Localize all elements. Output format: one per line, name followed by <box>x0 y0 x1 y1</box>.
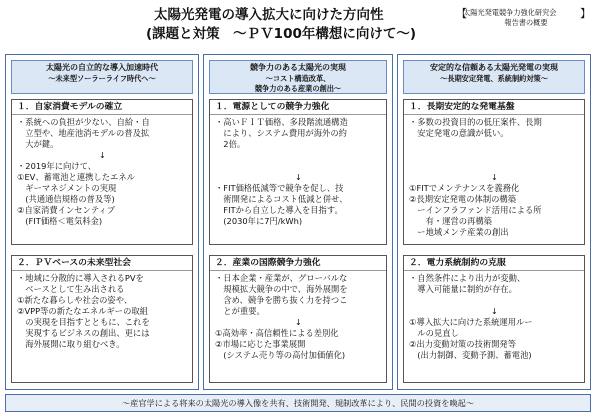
down-arrow-icon: ↓ <box>491 172 498 182</box>
column-competitive <box>203 54 393 390</box>
title-line-2: (課題と対策 ～ＰＶ100年構想に向けて～) <box>146 26 417 42</box>
panel-line: ・系統への負担が少ない、自給・自 <box>17 117 150 127</box>
panel-title: ２．ＰＶベースの未来型社会 <box>12 256 192 271</box>
bracket-right: 】 <box>580 7 591 20</box>
panel-lines <box>215 273 382 361</box>
column-heading-title: 安定的な信頼ある太陽光発電の実現 <box>430 63 558 72</box>
column-heading-sub: ～長期安定発電、系統制約対策～ <box>440 73 548 83</box>
panel-line: ①導入拡大に向けた系統運用ルー <box>409 317 533 327</box>
panel-line: ベースとして生み出される <box>17 284 125 294</box>
panel-line: (2030年に7円/kWh) <box>215 216 303 226</box>
panel-line: とが重要。 <box>215 306 265 316</box>
panel-title: １．自家消費モデルの確立 <box>12 100 192 115</box>
panel-line: ルの見直し <box>409 328 459 338</box>
panel-line: (システム売り等の高付加価値化) <box>215 350 346 360</box>
column-heading <box>11 60 193 94</box>
panel-line: ーインフラファンド活用による所 <box>409 205 542 215</box>
panel-line <box>215 161 382 172</box>
panel-line: 有・運営の再構築 <box>409 216 492 226</box>
panel-lines <box>409 117 580 238</box>
panel-line: ・FIT価格低減等で競争を促し、技 <box>215 183 344 193</box>
column-heading <box>403 60 585 94</box>
panel-line: (共通通信規格の普及等) <box>17 194 115 204</box>
panel-line <box>409 150 580 161</box>
panel-lines <box>17 273 188 350</box>
panel-line: ・多数の投資目的の低圧案件、長期 <box>409 117 542 127</box>
footer-banner: ～産官学による将来の太陽光の導入像を共有、技術開発、規制改革により、民間の投資を喚起～ <box>5 394 591 412</box>
panel-line: ①高効率・高信頼性による差別化 <box>215 328 339 338</box>
report-label <box>456 7 591 28</box>
panel-line: ギーマネジメントの実現 <box>17 183 117 193</box>
panel-line: ②VPP等の新たなエネルギーの取組 <box>17 306 148 316</box>
column-autonomous <box>5 54 199 390</box>
panel-grid-constraints <box>403 255 585 383</box>
panel-title: ２．電力系統制約の克服 <box>404 256 584 271</box>
panel-line: (FIT価格＜電気料金) <box>17 216 103 226</box>
panel-line <box>409 139 580 150</box>
panel-line: ①EV、蓄電池と連携したエネル <box>17 172 135 182</box>
panel-line: ②市場に応じた事業展開 <box>215 339 306 349</box>
panel-line: 海外展開に取り組むべき。 <box>17 339 125 349</box>
panel-line: FITから自立した導入を目指す。 <box>215 205 343 215</box>
down-arrow-icon: ↓ <box>295 172 302 182</box>
panel-line: 規模拡大競争の中で、海外展開を <box>215 284 348 294</box>
panel-title: １．電源としての競争力強化 <box>210 100 386 115</box>
panel-line: ・地域に分散的に導入されるPVを <box>17 273 144 283</box>
panel-line <box>409 295 580 306</box>
panel-line: ①新たな暮らしや社会の姿や、 <box>17 295 133 305</box>
panel-line: 立型や、地産池消モデルの普及拡 <box>17 128 150 138</box>
panel-industry-competitiveness <box>209 255 387 383</box>
panel-long-term-stability <box>403 99 585 245</box>
panel-self-consumption <box>11 99 193 245</box>
panel-line: 安定発電の意識が低い。 <box>409 128 509 138</box>
panel-line: ・高いＦＩＴ価格、多段階流通構造 <box>215 117 348 127</box>
column-heading-sub: ～未来型ソーラーライフ時代へ～ <box>48 73 156 83</box>
page-title <box>146 6 436 44</box>
panel-lines <box>409 273 580 361</box>
title-line-1: 太陽光発電の導入拡大に向けた方向性 <box>154 7 384 23</box>
panel-pv-society <box>11 255 193 383</box>
report-line-2: 報告書の概要 <box>504 18 548 27</box>
panel-line: 実現するビジネスの創出、更には <box>17 328 150 338</box>
column-stable <box>397 54 591 390</box>
panel-line: (出力制御、変動予測、蓄電池) <box>409 350 532 360</box>
down-arrow-icon: ↓ <box>491 306 498 316</box>
panel-lines <box>17 117 188 227</box>
panel-title: ２．産業の国際競争力強化 <box>210 256 386 271</box>
column-heading-title: 太陽光の自立的な導入加速時代 <box>46 63 158 72</box>
panel-line: の実現を目指すとともに、これを <box>17 317 150 327</box>
down-arrow-icon: ↓ <box>295 317 302 327</box>
panel-line: ・2019年に向けて、 <box>17 161 97 171</box>
panel-line: ・日本企業・産業が、グローバルな <box>215 273 348 283</box>
panel-line: 含め、競争を勝ち抜く力を持つこ <box>215 295 348 305</box>
panel-line: ②自家消費インセンティブ <box>17 205 116 215</box>
panel-line: ー地域メンテ産業の創出 <box>409 227 509 237</box>
panel-line <box>215 150 382 161</box>
panel-lines <box>215 117 382 227</box>
panel-line: 2倍。 <box>215 139 246 149</box>
panel-line: 導入可能量に制約が存在。 <box>409 284 517 294</box>
column-heading-sub: ～コスト構造改革、 競争力のある産業の創出～ <box>254 73 342 93</box>
bracket-left: 【 <box>456 7 467 20</box>
panel-line: ②長期安定発電の体制の構築 <box>409 194 517 204</box>
column-heading <box>209 60 387 94</box>
panel-line: ①FITでメンテナンスを義務化 <box>409 183 520 193</box>
panel-line: により、システム費用が海外の約 <box>215 128 347 138</box>
panel-line: ②出力変動対策の技術開発等 <box>409 339 517 349</box>
column-heading-title: 競争力のある太陽光の実現 <box>250 63 346 72</box>
panel-title: １．長期安定的な発電基盤 <box>404 100 584 115</box>
panel-power-competitiveness <box>209 99 387 245</box>
panel-line: 大が鍵。 <box>17 139 59 149</box>
down-arrow-icon: ↓ <box>99 150 106 160</box>
panel-line: 術開発によるコスト低減と併せ、 <box>215 194 348 204</box>
report-line-1: 太陽光発電競争力強化研究会 <box>463 8 557 17</box>
panel-line: ・自然条件により出力が変動、 <box>409 273 526 283</box>
panel-line <box>409 161 580 172</box>
